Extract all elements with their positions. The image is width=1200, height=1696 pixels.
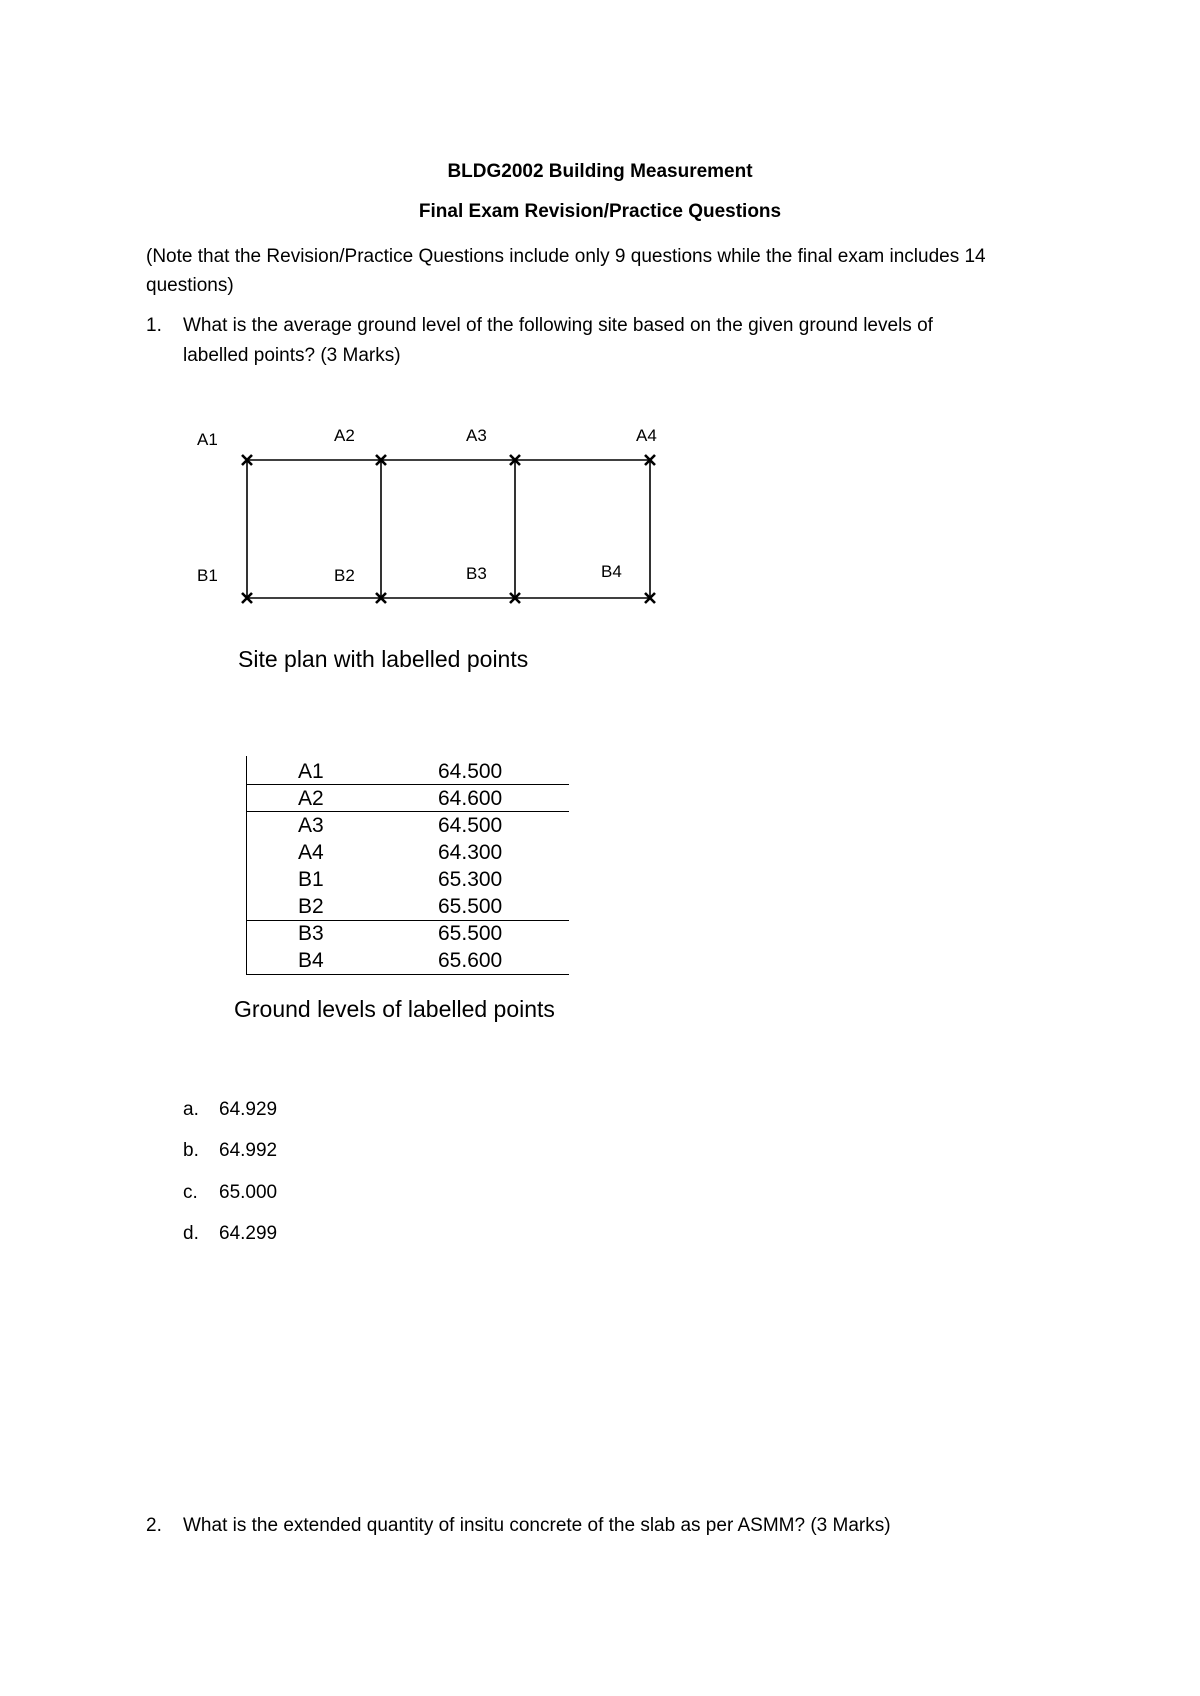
option-d-letter: d. — [183, 1223, 199, 1244]
table-cell-point: B3 — [298, 922, 324, 945]
point-markers — [242, 455, 655, 603]
table-cell-point: B2 — [298, 895, 324, 918]
table-rule-bottom — [246, 974, 569, 975]
label-b3: B3 — [466, 564, 487, 583]
document-title: BLDG2002 Building Measurement — [447, 161, 753, 182]
site-plan-caption: Site plan with labelled points — [238, 646, 529, 672]
table-rule-3 — [246, 920, 569, 921]
table-cell-level: 64.300 — [438, 841, 503, 864]
table-cell-level: 64.500 — [438, 760, 503, 783]
table-left-border — [246, 756, 247, 975]
question-1-line-2: labelled points? (3 Marks) — [183, 345, 401, 366]
note-line-1: (Note that the Revision/Practice Questions include only 9 questions while the final exam includes 14 — [146, 246, 986, 267]
table-cell-level: 64.500 — [438, 814, 503, 837]
label-a2: A2 — [334, 426, 355, 445]
table-rule-2 — [246, 811, 569, 812]
table-cell-point: B4 — [298, 949, 324, 972]
label-b1: B1 — [197, 566, 218, 585]
option-b-value: 64.992 — [219, 1140, 278, 1161]
label-a3: A3 — [466, 426, 487, 445]
table-cell-level: 65.500 — [438, 895, 503, 918]
label-b2: B2 — [334, 566, 355, 585]
option-d-value: 64.299 — [219, 1223, 278, 1244]
table-cell-level: 65.600 — [438, 949, 503, 972]
label-b4: B4 — [601, 562, 622, 581]
option-a-value: 64.929 — [219, 1099, 278, 1120]
question-2-number: 2. — [146, 1515, 162, 1536]
option-c-letter: c. — [183, 1182, 198, 1203]
table-cell-point: A4 — [298, 841, 324, 864]
question-2-text: What is the extended quantity of insitu concrete of the slab as per ASMM? (3 Marks) — [183, 1515, 891, 1536]
table-cell-level: 65.300 — [438, 868, 503, 891]
question-1-line-1: What is the average ground level of the following site based on the given ground levels of — [183, 315, 933, 336]
option-a-letter: a. — [183, 1099, 199, 1120]
table-cell-point: A1 — [298, 760, 324, 783]
table-cell-point: A2 — [298, 787, 324, 810]
question-1-number: 1. — [146, 315, 162, 336]
table-cell-level: 65.500 — [438, 922, 503, 945]
option-b-letter: b. — [183, 1140, 199, 1161]
table-cell-level: 64.600 — [438, 787, 503, 810]
table-rule-1 — [246, 784, 569, 785]
note-line-2: questions) — [146, 275, 234, 296]
option-c-value: 65.000 — [219, 1182, 278, 1203]
levels-table-caption: Ground levels of labelled points — [234, 996, 555, 1022]
label-a1: A1 — [197, 430, 218, 449]
document-subtitle: Final Exam Revision/Practice Questions — [418, 201, 782, 222]
site-plan-diagram — [0, 0, 1200, 700]
table-cell-point: A3 — [298, 814, 324, 837]
label-a4: A4 — [636, 426, 657, 445]
table-cell-point: B1 — [298, 868, 324, 891]
